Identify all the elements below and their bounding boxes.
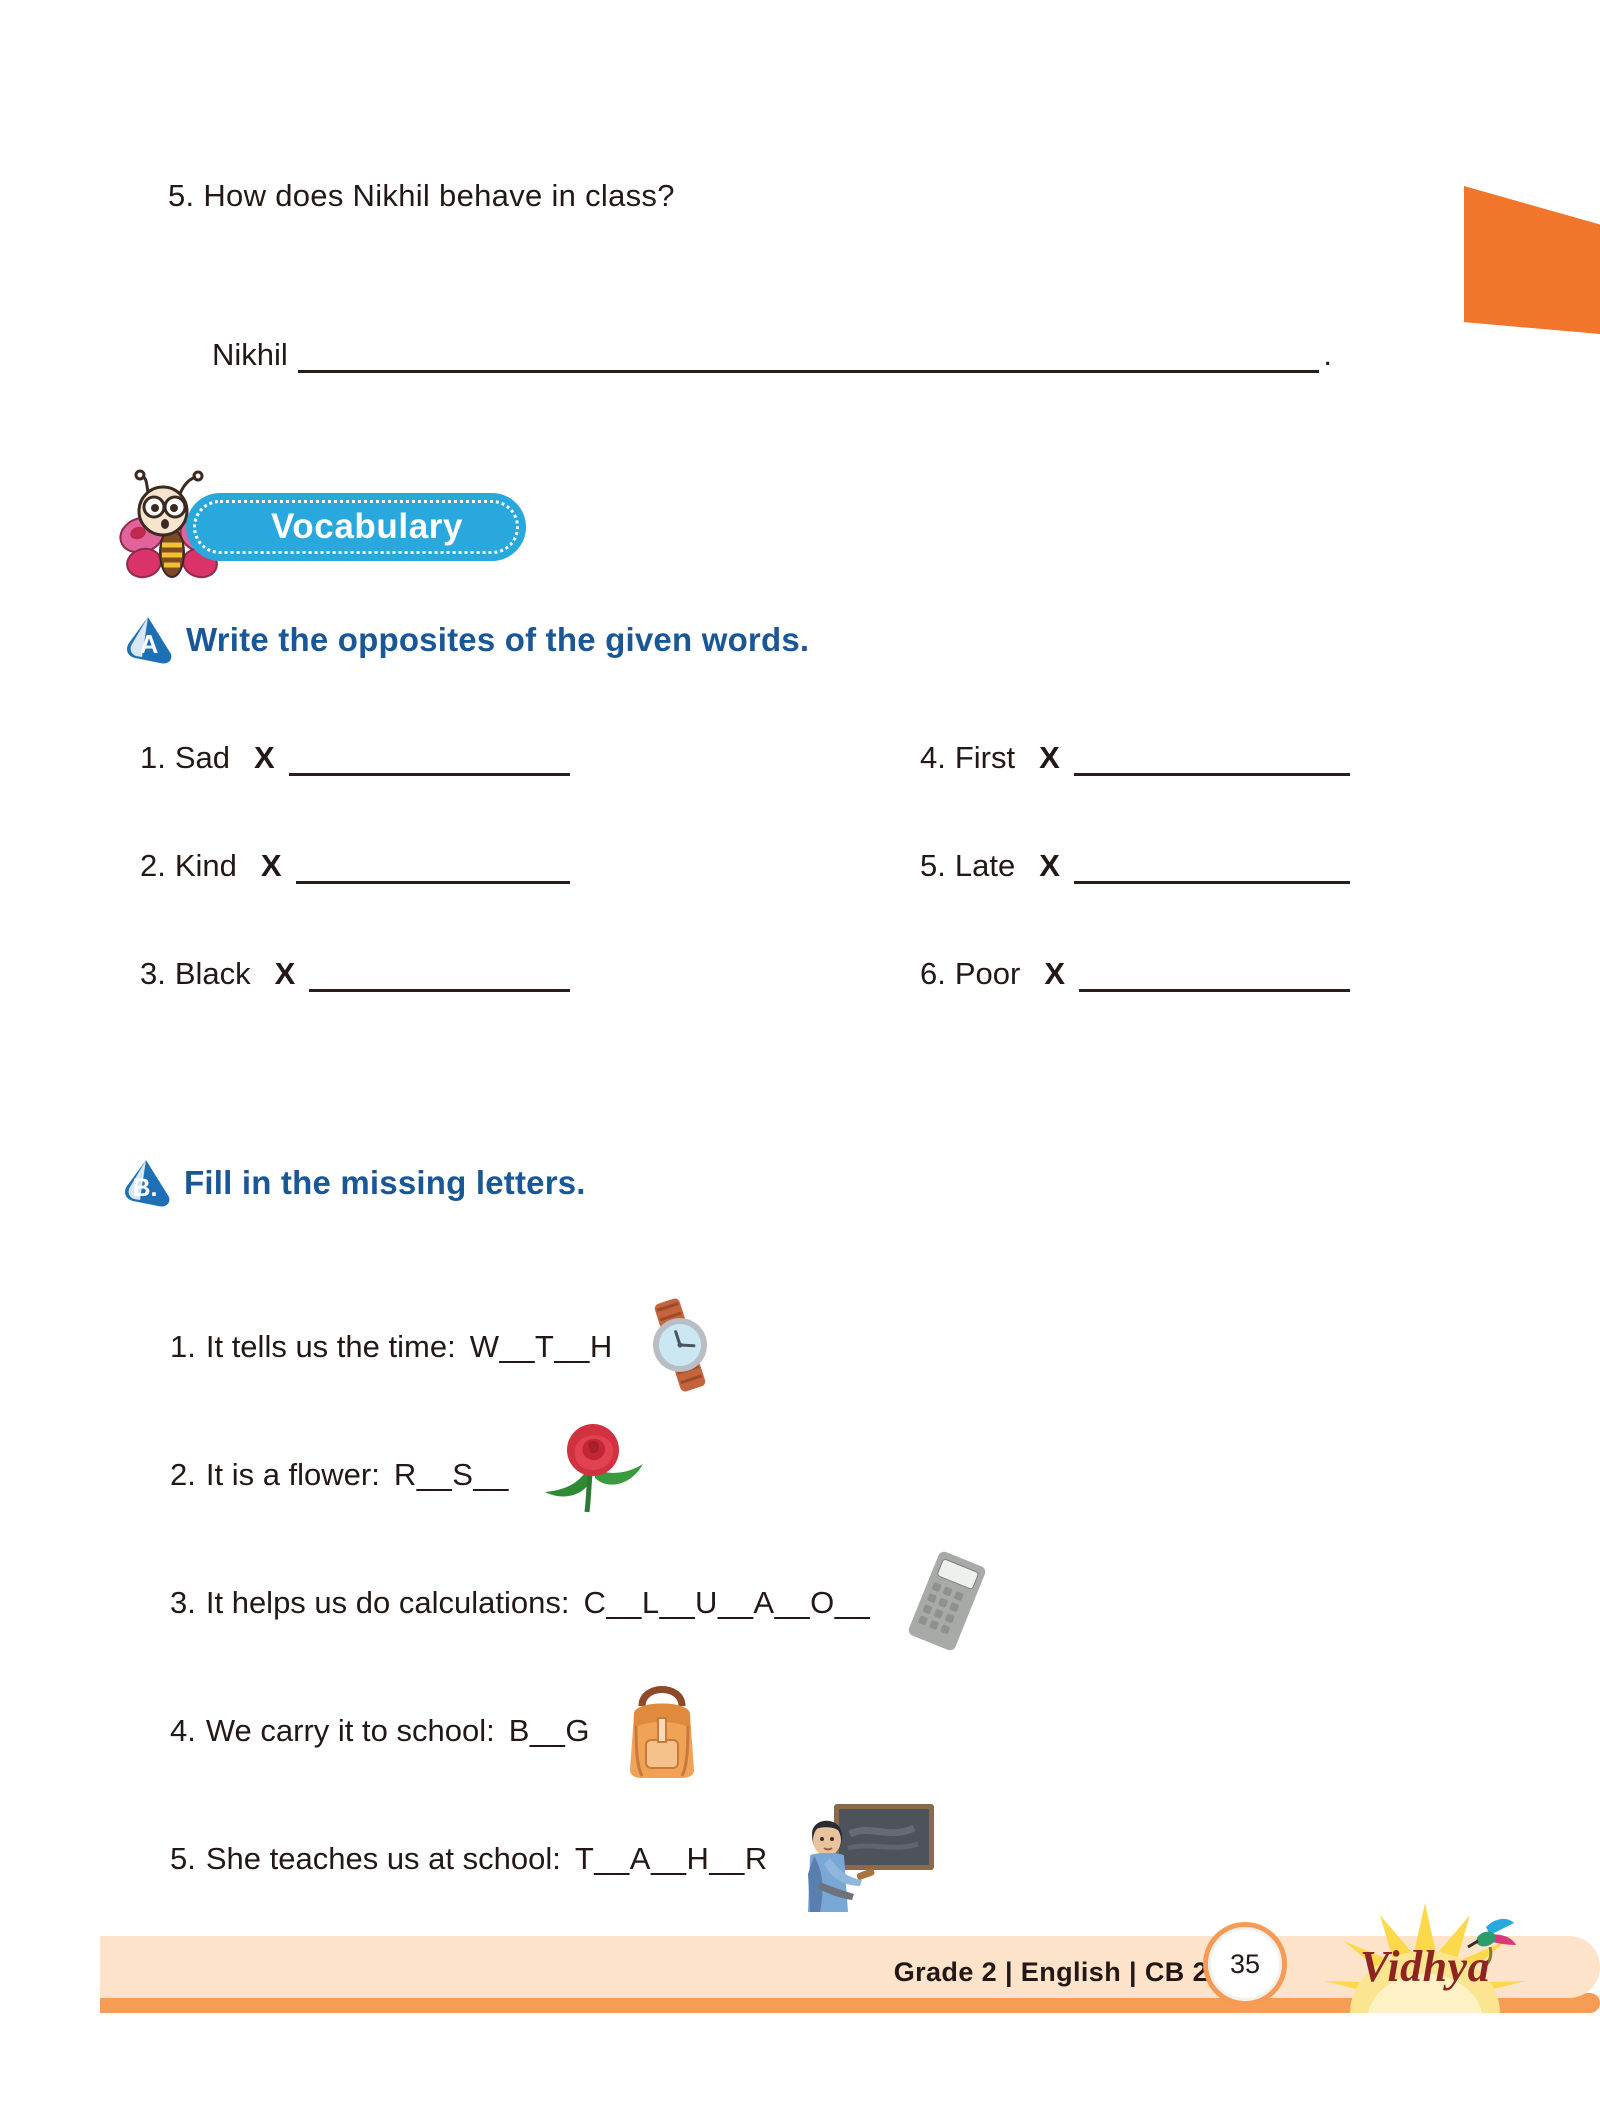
backpack-image bbox=[612, 1674, 712, 1789]
opposite-item-3 bbox=[140, 956, 570, 992]
item-answer-blank[interactable] bbox=[296, 857, 570, 884]
vidhya-logo-text: Vidhya bbox=[1359, 1942, 1491, 1991]
vocabulary-pill bbox=[186, 493, 526, 561]
item-puzzle-blank[interactable]: B__G bbox=[508, 1713, 590, 1748]
question-5-text: 5. How does Nikhil behave in class? bbox=[168, 178, 675, 213]
item-operator: X bbox=[274, 956, 296, 991]
section-b-heading bbox=[120, 1157, 586, 1209]
item-clue: We carry it to school: bbox=[205, 1713, 495, 1748]
item-answer-blank[interactable] bbox=[309, 965, 570, 992]
item-number: 6. bbox=[920, 956, 946, 991]
section-b-title: Fill in the missing letters. bbox=[184, 1164, 586, 1201]
question-5-answer-row bbox=[212, 337, 1332, 373]
item-operator: X bbox=[1039, 848, 1060, 883]
exercise-row bbox=[140, 956, 1460, 1064]
rose-image bbox=[531, 1420, 651, 1530]
svg-text:B.: B. bbox=[132, 1174, 158, 1202]
missing-letters-item-2 bbox=[170, 1411, 1470, 1539]
item-number: 5. bbox=[920, 848, 946, 883]
vocabulary-label: Vocabulary bbox=[270, 507, 464, 546]
item-answer-blank[interactable] bbox=[1074, 857, 1350, 884]
item-clue: She teaches us at school: bbox=[205, 1841, 561, 1876]
calculator-image bbox=[892, 1546, 1002, 1661]
item-number: 4. bbox=[170, 1713, 196, 1748]
page-number-badge: 35 bbox=[1208, 1927, 1282, 2001]
item-puzzle-blank[interactable]: T__A__H__R bbox=[574, 1841, 768, 1876]
exercise-row bbox=[140, 848, 1460, 956]
item-number: 1. bbox=[170, 1329, 196, 1364]
opposite-item-2 bbox=[140, 848, 570, 884]
missing-letters-item-5 bbox=[170, 1795, 1470, 1923]
answer-write-line[interactable] bbox=[298, 344, 1320, 373]
footer-label: Grade 2 | English | CB 2 bbox=[893, 1957, 1208, 1987]
answer-prefix-label: Nikhil bbox=[212, 337, 288, 372]
opposite-item-4 bbox=[920, 740, 1350, 776]
wristwatch-image bbox=[635, 1295, 725, 1400]
item-number: 3. bbox=[140, 956, 166, 991]
item-puzzle-blank[interactable]: W__T__H bbox=[469, 1329, 613, 1364]
item-number: 1. bbox=[140, 740, 166, 775]
corner-tab-decoration bbox=[1464, 186, 1600, 334]
missing-letters-item-1 bbox=[170, 1283, 1470, 1411]
teacher-chalkboard-image bbox=[790, 1794, 940, 1924]
section-a-title: Write the opposites of the given words. bbox=[186, 621, 810, 658]
item-number: 4. bbox=[920, 740, 946, 775]
item-operator: X bbox=[254, 740, 275, 775]
section-b-badge-icon bbox=[120, 1157, 172, 1209]
item-answer-blank[interactable] bbox=[1079, 965, 1350, 992]
item-puzzle-blank[interactable]: C__L__U__A__O__ bbox=[583, 1585, 871, 1620]
item-word: Late bbox=[954, 848, 1016, 883]
item-operator: X bbox=[1039, 740, 1060, 775]
item-operator: X bbox=[1044, 956, 1066, 991]
item-number: 3. bbox=[170, 1585, 196, 1620]
item-answer-blank[interactable] bbox=[289, 749, 570, 776]
exercise-row bbox=[140, 740, 1460, 848]
vocabulary-banner bbox=[118, 467, 538, 589]
missing-letters-item-3 bbox=[170, 1539, 1470, 1667]
section-a-exercise-list bbox=[140, 740, 1460, 1064]
section-a-heading bbox=[122, 614, 809, 666]
missing-letters-item-4 bbox=[170, 1667, 1470, 1795]
opposite-item-6 bbox=[920, 956, 1350, 992]
opposite-item-1 bbox=[140, 740, 570, 776]
opposite-item-5 bbox=[920, 848, 1350, 884]
item-word: Poor bbox=[954, 956, 1021, 991]
answer-period: . bbox=[1323, 337, 1332, 372]
item-word: Black bbox=[174, 956, 251, 991]
item-answer-blank[interactable] bbox=[1074, 749, 1350, 776]
item-word: First bbox=[954, 740, 1016, 775]
vidhya-logo bbox=[1310, 1897, 1540, 2027]
item-word: Kind bbox=[174, 848, 237, 883]
section-a-badge-icon bbox=[122, 614, 174, 666]
item-word: Sad bbox=[174, 740, 231, 775]
item-number: 2. bbox=[170, 1457, 196, 1492]
section-b-exercise-list bbox=[170, 1283, 1470, 1923]
item-clue: It is a flower: bbox=[205, 1457, 380, 1492]
item-number: 2. bbox=[140, 848, 166, 883]
item-clue: It helps us do calculations: bbox=[205, 1585, 570, 1620]
item-number: 5. bbox=[170, 1841, 196, 1876]
item-puzzle-blank[interactable]: R__S__ bbox=[393, 1457, 509, 1492]
svg-text:A: A bbox=[139, 629, 159, 659]
item-clue: It tells us the time: bbox=[205, 1329, 456, 1364]
item-operator: X bbox=[260, 848, 282, 883]
